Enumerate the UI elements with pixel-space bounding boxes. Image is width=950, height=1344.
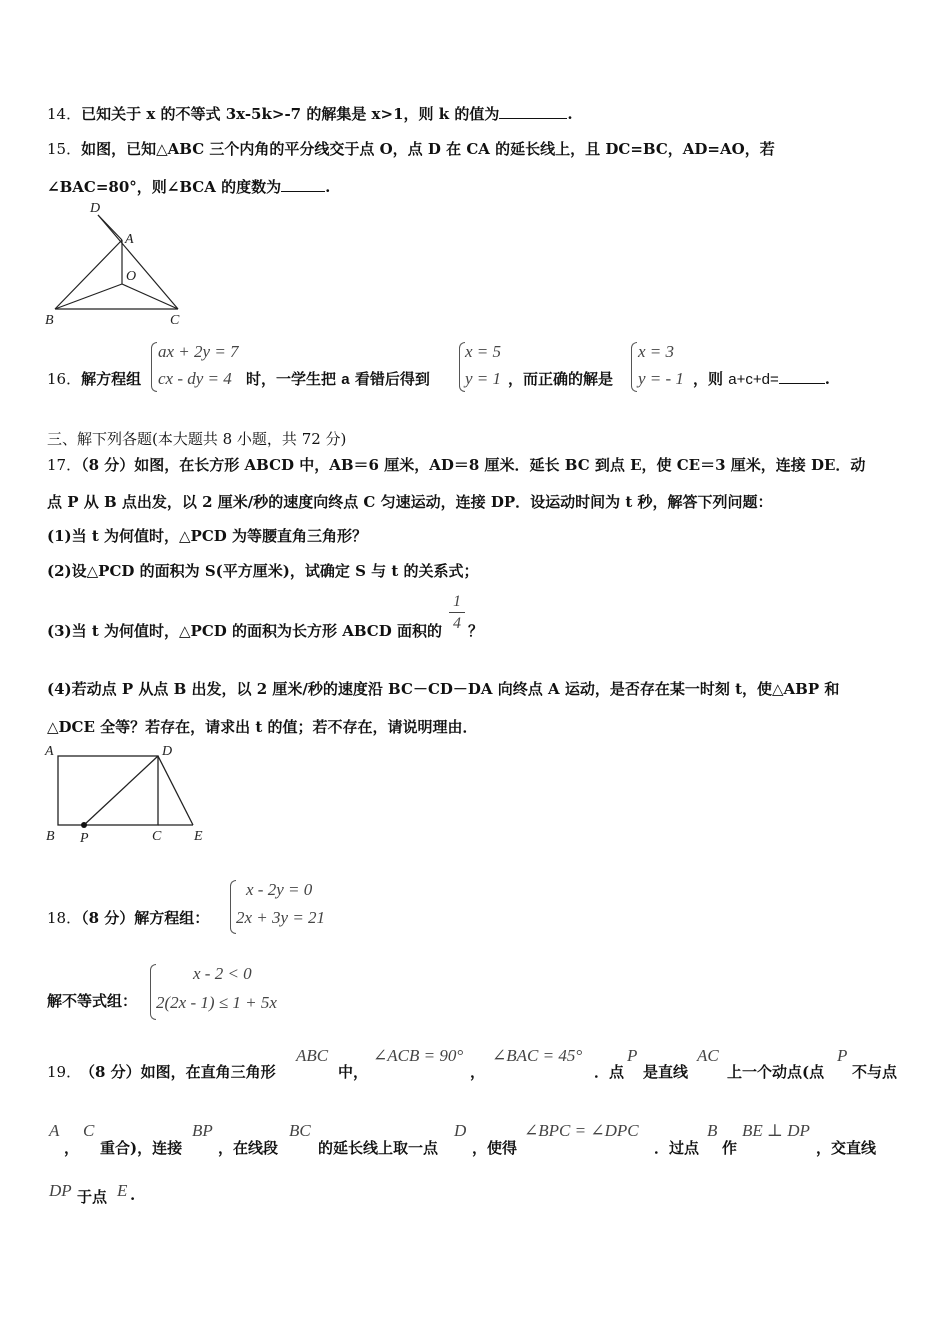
q19-m8: C (83, 1121, 95, 1140)
q16-sys3-brace (631, 342, 637, 392)
q16-mid3: ，而正确的解是 (508, 370, 614, 388)
q14-number: 14． (47, 105, 82, 123)
q19-t16: 于点 (77, 1188, 108, 1206)
q15-number: 15． (47, 140, 82, 158)
q19-m9: BP (192, 1121, 213, 1140)
q17-part2: (2)设△PCD 的面积为 S(平方厘米)，试确定 S 与 t 的关系式； (47, 562, 479, 580)
q17-line1 (47, 454, 865, 475)
q16-line (47, 368, 141, 389)
q15-line2 (47, 176, 330, 197)
q19-t5: 是直线 (643, 1063, 689, 1081)
q19-t3: ， (470, 1063, 486, 1081)
q19-t9: 重合)，连接 (100, 1139, 183, 1157)
line-bo (55, 284, 122, 309)
q15-end: . (325, 178, 331, 196)
q17-part3-end: ？ (468, 622, 484, 640)
q14-line (47, 103, 573, 124)
label-o: O (126, 269, 137, 284)
line-ab (55, 240, 122, 309)
q18-ineq-label: 解不等式组： (47, 992, 138, 1010)
fraction-numerator: 1 (449, 592, 465, 613)
q18-ineq-2: 2(2x - 1) ≤ 1 + 5x (156, 993, 277, 1012)
q16-mid2: 看错后得到 (354, 370, 430, 388)
label-c: C (152, 829, 162, 844)
q16-mid1: 时，一学生把 (246, 370, 337, 388)
label-c: C (170, 313, 180, 328)
fraction-denominator: 4 (453, 615, 461, 632)
q17-line2: 点 P 从 B 点出发，以 2 厘米/秒的速度向终点 C 匀速运动，连接 DP．设运动时间为 t 秒，解答下列问题： (47, 493, 773, 511)
q19-m4: P (627, 1046, 638, 1065)
label-b: B (46, 829, 55, 844)
q18-sys-eq1: x - 2y = 0 (246, 880, 313, 899)
q18-sys-eq2: 2x + 3y = 21 (236, 908, 326, 927)
label-b: B (45, 313, 54, 328)
q19-m2: ∠ACB = 90° (373, 1046, 464, 1065)
q17-text1: （8 分）如图，在长方形 ABCD 中，AB＝6 厘米，AD＝8 厘米．延长 BC 到点 E，使 CE＝3 厘米，连接 DE．动 (81, 456, 866, 474)
q19-t15: ，交直线 (816, 1139, 877, 1157)
label-a: A (125, 232, 134, 247)
q19-t10: ，在线段 (218, 1139, 279, 1157)
q19-m7: A (49, 1121, 60, 1140)
q18-label: （8 分）解方程组： (81, 909, 210, 927)
q19-m13: B (707, 1121, 718, 1140)
q15-answer-blank[interactable] (281, 177, 325, 192)
q19-m5: AC (697, 1046, 719, 1065)
q17-part4-line2: △DCE 全等？若存在，请求出 t 的值；若不存在，请说明理由． (47, 718, 478, 736)
q16-mid3-wrap (508, 368, 613, 389)
q19-t17: . (130, 1186, 136, 1204)
point-p (81, 822, 87, 828)
line-de (158, 756, 193, 825)
q16-tail-wrap (693, 368, 830, 389)
q16-answer-blank[interactable] (779, 369, 825, 384)
rect-abcd (58, 756, 158, 825)
q19-t11: 的延长线上取一点 (318, 1139, 439, 1157)
q14-end: . (567, 105, 573, 123)
q19-m1: ABC (296, 1046, 329, 1065)
q16-tail: a+c+d= (728, 371, 779, 388)
q19-m14: BE ⊥ DP (742, 1121, 810, 1140)
line-dc (98, 215, 178, 309)
label-e: E (194, 829, 203, 844)
q15-text2: ∠BAC=80°，则∠BCA 的度数为 (47, 178, 282, 196)
q18-ineq-1: x - 2 < 0 (193, 964, 252, 983)
q16-sys3-eq1: x = 3 (638, 342, 675, 361)
q16-letter: a (341, 371, 350, 388)
q19-m16: E (117, 1181, 128, 1200)
q17-part1: (1)当 t 为何值时，△PCD 为等腰直角三角形？ (47, 527, 367, 545)
label-a: A (45, 744, 54, 759)
q17-number: 17． (47, 456, 82, 474)
q17-fraction (449, 592, 465, 635)
q19-t4: ．点 (594, 1063, 625, 1081)
q16-sys1-eq1: ax + 2y = 7 (158, 342, 239, 361)
q16-end: . (824, 370, 830, 388)
q19-t8: ， (64, 1139, 80, 1157)
q19-m3: ∠BAC = 45° (492, 1046, 583, 1065)
q19-t1: （8 分）如图，在直角三角形 (80, 1063, 276, 1081)
q19-m12: ∠BPC = ∠DPC (524, 1121, 639, 1140)
label-p: P (80, 831, 89, 846)
q17-part3 (47, 620, 442, 641)
q16-sys2-eq2: y = 1 (465, 369, 502, 388)
line-oc (122, 284, 178, 309)
q14-answer-blank[interactable] (499, 104, 567, 119)
q19-t7: 不与点 (852, 1063, 898, 1081)
q16-mid (246, 368, 430, 389)
label-d: D (162, 744, 173, 759)
q16-mid4: ，则 (693, 370, 724, 388)
label-d: D (90, 201, 101, 216)
q15-line1 (47, 138, 775, 159)
q16-prefix: 解方程组 (81, 370, 142, 388)
line-pd (84, 756, 158, 825)
q19-t14: 作 (722, 1139, 738, 1157)
q19-m10: BC (289, 1121, 311, 1140)
q19-t13: ．过点 (654, 1139, 700, 1157)
q16-sys1-brace (151, 342, 157, 392)
q15-text1: 如图，已知△ABC 三个内角的平分线交于点 O，点 D 在 CA 的延长线上，且 DC=BC，AD=AO，若 (81, 140, 775, 158)
q15-figure (40, 198, 190, 328)
q18-line (47, 907, 209, 928)
q19-number: 19． (47, 1063, 82, 1081)
q16-sys1-eq2: cx - dy = 4 (158, 369, 232, 388)
q19-m11: D (454, 1121, 467, 1140)
q16-sys2-eq1: x = 5 (465, 342, 502, 361)
q16-number: 16． (47, 370, 82, 388)
q14-text: 已知关于 x 的不等式 3x-5k>-7 的解集是 x>1，则 k 的值为 (81, 105, 500, 123)
q17-figure (40, 740, 220, 848)
q19-m6: P (837, 1046, 848, 1065)
section3-title: 三、解下列各题(本大题共 8 小题，共 72 分) (47, 430, 347, 448)
q19-t6: 上一个动点(点 (727, 1063, 825, 1081)
q18-number: 18． (47, 909, 82, 927)
q17-part4-line1: (4)若动点 P 从点 B 出发，以 2 厘米/秒的速度沿 BC－CD－DA 向终点 A 运动，是否存在某一时刻 t，使△ABP 和 (47, 680, 840, 698)
q19-t2: 中， (338, 1063, 369, 1081)
q19-t12: ，使得 (472, 1139, 518, 1157)
q19-m15: DP (49, 1181, 72, 1200)
q16-sys3-eq2: y = - 1 (638, 369, 684, 388)
q17-part3-text: (3)当 t 为何值时，△PCD 的面积为长方形 ABCD 面积的 (47, 622, 442, 640)
